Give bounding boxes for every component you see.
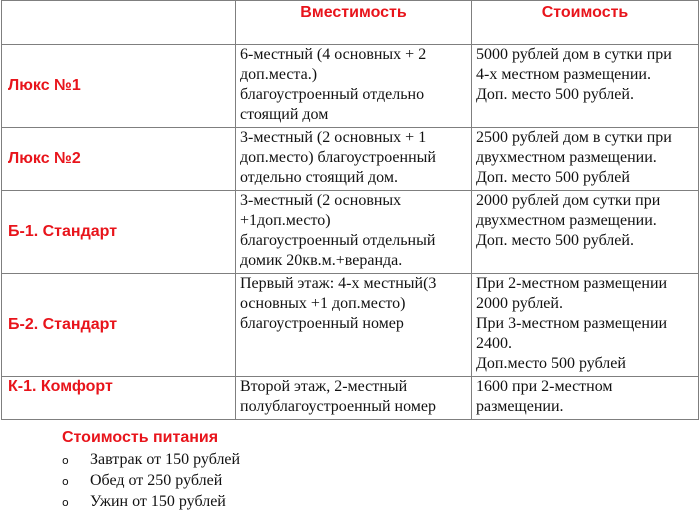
circle-bullet-icon: o [62, 475, 69, 488]
rates-table [1, 0, 699, 420]
header-price: Стоимость [472, 1, 699, 45]
capacity-line: +1доп.место) [240, 212, 331, 229]
list-item [62, 450, 240, 471]
food-title: Стоимость питания [62, 429, 219, 446]
room-price [472, 45, 699, 128]
food-section [62, 428, 240, 513]
table-row [2, 45, 699, 128]
price-line: При 3-местном размещении [476, 315, 668, 332]
capacity-line: доп.место) благоустроенный [240, 149, 436, 166]
list-item [62, 471, 240, 492]
capacity-line: основных +1 доп.место) [240, 295, 406, 312]
room-name: Люкс №2 [2, 128, 236, 191]
capacity-line: благоустроенный отдельно [240, 86, 425, 103]
price-line: 5000 рублей дом в сутки при [476, 46, 672, 63]
capacity-line: благоустроенный номер [240, 315, 404, 332]
room-capacity [236, 274, 472, 377]
room-price [472, 128, 699, 191]
price-line: двухместном размещении. [476, 149, 657, 166]
price-line: 2000 рублей дом сутки при [476, 192, 661, 209]
food-item-text: Завтрак от 150 рублей [90, 451, 241, 468]
price-line: 2000 рублей. [476, 295, 563, 312]
room-capacity [236, 377, 472, 420]
food-item-text: Ужин от 150 рублей [90, 493, 226, 510]
food-list [62, 450, 240, 513]
capacity-line: стоящий дом [240, 106, 329, 123]
price-line: Доп.место 500 рублей [476, 355, 626, 372]
table-row [2, 377, 699, 420]
room-name: Люкс №1 [2, 45, 236, 128]
room-name: Б-2. Стандарт [2, 274, 236, 377]
header-capacity: Вместимость [236, 1, 472, 45]
room-capacity [236, 128, 472, 191]
capacity-line: благоустроенный отдельный [240, 232, 436, 249]
table-row [2, 274, 699, 377]
price-line: Доп. место 500 рублей [476, 169, 630, 186]
capacity-line: домик 20кв.м.+веранда. [240, 252, 403, 269]
room-capacity [236, 191, 472, 274]
room-name: Б-1. Стандарт [2, 191, 236, 274]
capacity-line: Второй этаж, 2-местный [240, 378, 408, 395]
capacity-line: 3-местный (2 основных [240, 192, 402, 209]
table-row [2, 191, 699, 274]
circle-bullet-icon: o [62, 496, 69, 509]
capacity-line: Первый этаж: 4-х местный(3 [240, 275, 437, 292]
price-line: 2400. [476, 335, 512, 352]
capacity-line: доп.места.) [240, 66, 318, 83]
room-capacity [236, 45, 472, 128]
price-line: 2500 рублей дом в сутки при [476, 129, 672, 146]
price-document [1, 0, 698, 420]
price-line: размещении. [476, 398, 564, 415]
price-line: Доп. место 500 рублей. [476, 232, 634, 249]
food-item-text: Обед от 250 рублей [90, 472, 223, 489]
price-line: двухместном размещении. [476, 212, 657, 229]
room-price [472, 377, 699, 420]
capacity-line: полублагоустроенный номер [240, 398, 437, 415]
capacity-line: отдельно стоящий дом. [240, 169, 398, 186]
capacity-line: 6-местный (4 основных + 2 [240, 46, 427, 63]
capacity-line: 3-местный (2 основных + 1 [240, 129, 427, 146]
price-line: 1600 при 2-местном [476, 378, 613, 395]
table-header-row [2, 1, 699, 45]
price-line: 4-х местном размещении. [476, 66, 651, 83]
room-price [472, 274, 699, 377]
circle-bullet-icon: o [62, 454, 69, 467]
room-name: К-1. Комфорт [2, 377, 236, 420]
table-row [2, 128, 699, 191]
room-price [472, 191, 699, 274]
header-empty-cell [2, 1, 236, 45]
price-line: При 2-местном размещении [476, 275, 668, 292]
price-line: Доп. место 500 рублей. [476, 86, 634, 103]
